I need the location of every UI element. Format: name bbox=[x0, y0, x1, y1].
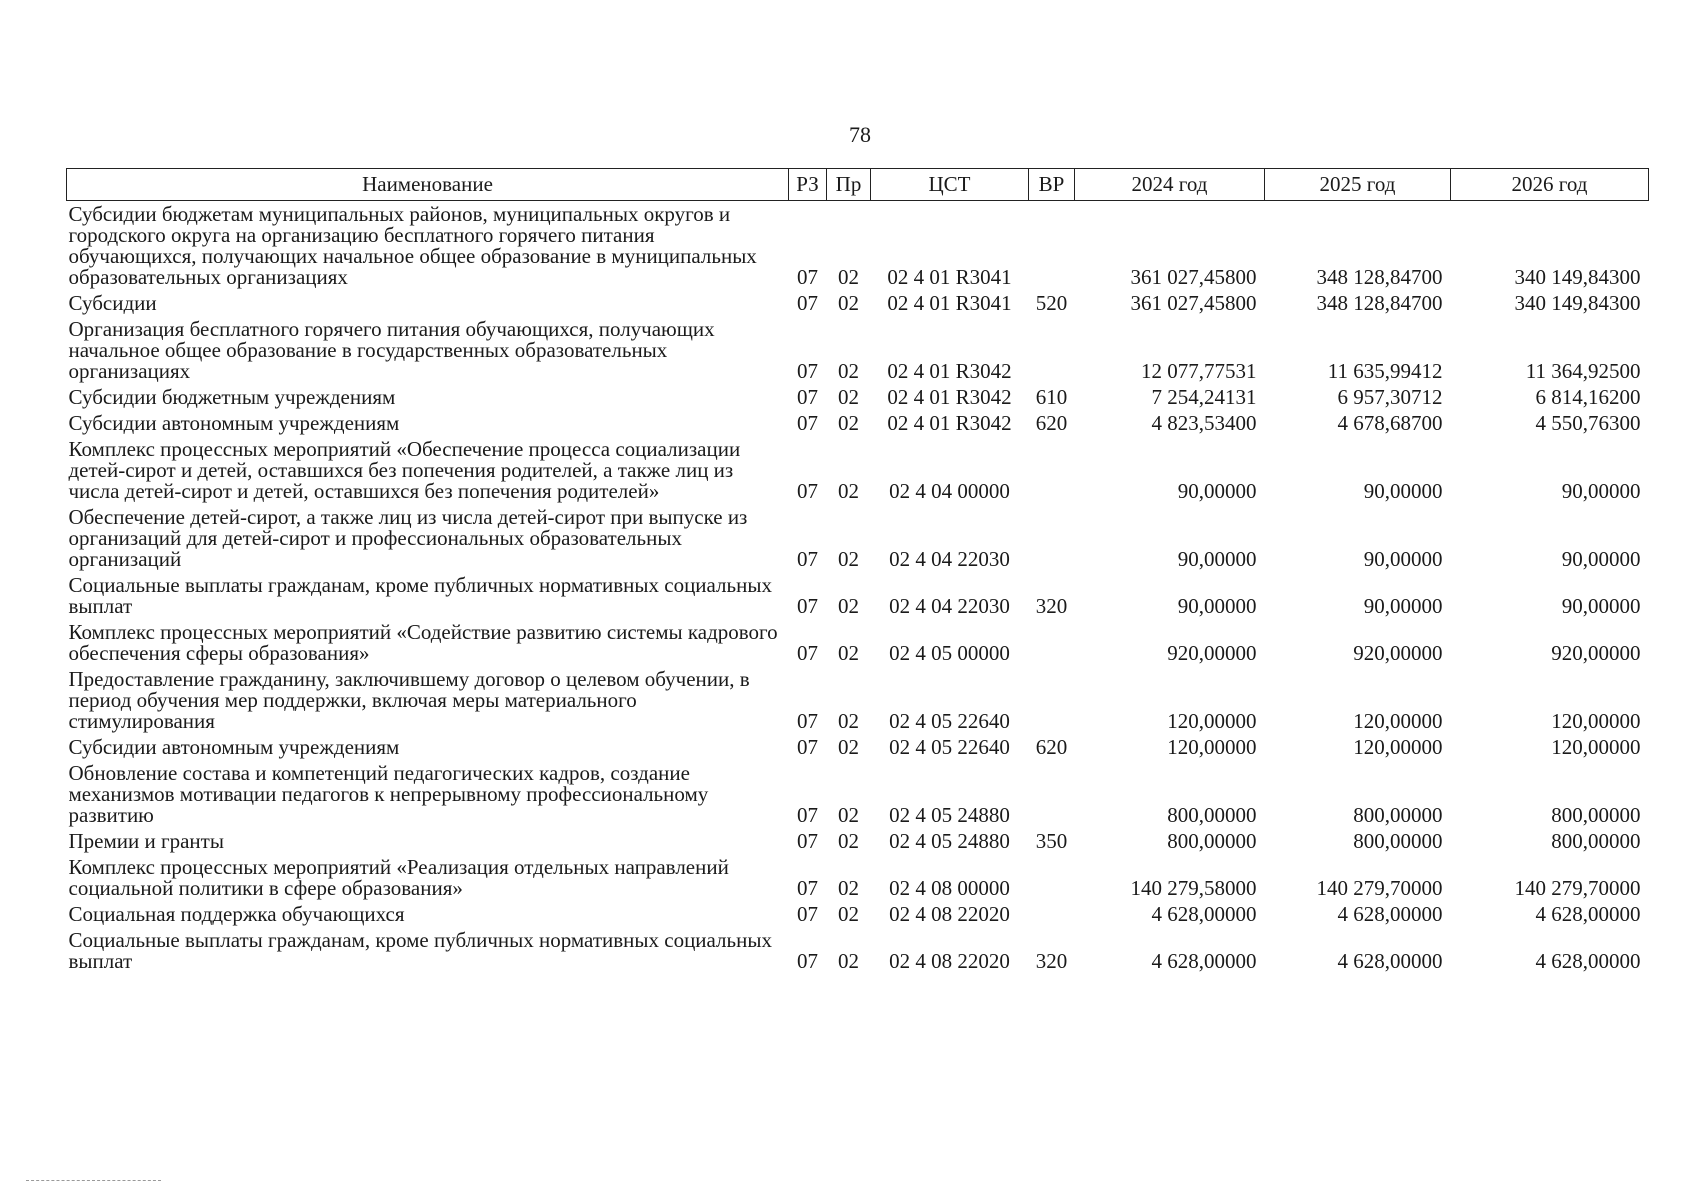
table-row bbox=[67, 384, 1649, 410]
cell-cst: 02 4 01 R3042 bbox=[887, 385, 1012, 409]
table-row bbox=[67, 504, 1649, 572]
cell-vr: 320 bbox=[1035, 949, 1068, 973]
cell-pr: 02 bbox=[838, 735, 859, 759]
cell-2026: 800,00000 bbox=[1551, 803, 1641, 827]
cell-2026: 340 149,84300 bbox=[1514, 291, 1641, 315]
cell-name: Субсидии бюджетам муниципальных районов, муниципальных округов и городского округа на организацию бесплатного горячего питания обучающихся, получающих начальное общее образование в муниципальных образовательных организациях bbox=[68, 202, 757, 289]
cell-pr: 02 bbox=[838, 949, 859, 973]
cell-name: Организация бесплатного горячего питания обучающихся, получающих начальное общее образование в государственных образовательных организациях bbox=[68, 317, 715, 383]
table-body bbox=[67, 201, 1649, 975]
cell-rz: 07 bbox=[797, 265, 818, 289]
cell-rz: 07 bbox=[797, 411, 818, 435]
cell-cst: 02 4 01 R3041 bbox=[887, 265, 1012, 289]
cell-cst: 02 4 04 22030 bbox=[889, 594, 1010, 618]
budget-table bbox=[66, 168, 1649, 974]
header-vr: ВР bbox=[1029, 169, 1075, 201]
cell-pr: 02 bbox=[838, 359, 859, 383]
cell-vr: 610 bbox=[1035, 385, 1068, 409]
header-2026: 2026 год bbox=[1451, 169, 1649, 201]
cell-2024: 920,00000 bbox=[1167, 641, 1257, 665]
cell-name: Субсидии автономным учреждениям bbox=[68, 735, 400, 759]
cell-pr: 02 bbox=[838, 803, 859, 827]
cell-2024: 4 823,53400 bbox=[1151, 411, 1257, 435]
cell-cst: 02 4 01 R3042 bbox=[887, 359, 1012, 383]
cell-2026: 800,00000 bbox=[1551, 829, 1641, 853]
cell-pr: 02 bbox=[838, 291, 859, 315]
cell-2025: 90,00000 bbox=[1363, 479, 1443, 503]
cell-cst: 02 4 08 00000 bbox=[889, 876, 1010, 900]
cell-pr: 02 bbox=[838, 876, 859, 900]
cell-name: Субсидии bbox=[68, 291, 157, 315]
table-row bbox=[67, 436, 1649, 504]
cell-2025: 4 628,00000 bbox=[1337, 902, 1443, 926]
cell-pr: 02 bbox=[838, 479, 859, 503]
cell-cst: 02 4 04 00000 bbox=[889, 479, 1010, 503]
table-row bbox=[67, 854, 1649, 901]
cell-2024: 120,00000 bbox=[1167, 735, 1257, 759]
header-2024: 2024 год bbox=[1075, 169, 1265, 201]
cell-vr bbox=[1029, 901, 1075, 927]
cell-2026: 11 364,92500 bbox=[1525, 359, 1641, 383]
cell-2024: 90,00000 bbox=[1177, 479, 1257, 503]
cell-name: Комплекс процессных мероприятий «Содействие развитию системы кадрового обеспечения сферы образования» bbox=[68, 620, 778, 665]
cell-cst: 02 4 05 00000 bbox=[889, 641, 1010, 665]
cell-rz: 07 bbox=[797, 735, 818, 759]
cell-2025: 120,00000 bbox=[1353, 709, 1443, 733]
cell-vr bbox=[1029, 854, 1075, 901]
cell-pr: 02 bbox=[838, 594, 859, 618]
header-row bbox=[67, 169, 1649, 201]
cell-pr: 02 bbox=[838, 902, 859, 926]
cell-2025: 920,00000 bbox=[1353, 641, 1443, 665]
cell-name: Комплекс процессных мероприятий «Обеспечение процесса социализации детей-сирот и детей, оставшихся без попечения родителей, а также лиц из числа детей-сирот и детей, оставшихся без попечения родителей» bbox=[68, 437, 741, 503]
cell-2025: 4 678,68700 bbox=[1337, 411, 1443, 435]
cell-vr bbox=[1029, 504, 1075, 572]
cell-2025: 4 628,00000 bbox=[1337, 949, 1443, 973]
cell-name: Субсидии автономным учреждениям bbox=[68, 411, 400, 435]
cell-2024: 800,00000 bbox=[1167, 803, 1257, 827]
cell-2026: 6 814,16200 bbox=[1535, 385, 1641, 409]
table-row bbox=[67, 760, 1649, 828]
cell-pr: 02 bbox=[838, 265, 859, 289]
cell-2024: 7 254,24131 bbox=[1151, 385, 1257, 409]
cell-2026: 4 628,00000 bbox=[1535, 949, 1641, 973]
cell-vr: 350 bbox=[1035, 829, 1068, 853]
cell-rz: 07 bbox=[797, 876, 818, 900]
cell-cst: 02 4 05 24880 bbox=[889, 803, 1010, 827]
table-row bbox=[67, 666, 1649, 734]
cell-vr: 320 bbox=[1035, 594, 1068, 618]
cell-name: Обеспечение детей-сирот, а также лиц из числа детей-сирот при выпуске из организаций для детей-сирот и профессиональных образовательных организаций bbox=[68, 505, 748, 571]
cell-2025: 11 635,99412 bbox=[1327, 359, 1443, 383]
cell-pr: 02 bbox=[838, 411, 859, 435]
cell-2024: 120,00000 bbox=[1167, 709, 1257, 733]
cell-2024: 90,00000 bbox=[1177, 594, 1257, 618]
cell-name: Премии и гранты bbox=[68, 829, 224, 853]
cell-rz: 07 bbox=[797, 385, 818, 409]
cell-2026: 920,00000 bbox=[1551, 641, 1641, 665]
cell-2025: 348 128,84700 bbox=[1316, 291, 1443, 315]
cell-rz: 07 bbox=[797, 291, 818, 315]
cell-cst: 02 4 05 22640 bbox=[889, 735, 1010, 759]
cell-2026: 90,00000 bbox=[1561, 479, 1641, 503]
cell-rz: 07 bbox=[797, 479, 818, 503]
cell-cst: 02 4 01 R3041 bbox=[887, 291, 1012, 315]
cell-name: Комплекс процессных мероприятий «Реализация отдельных направлений социальной политики в сфере образования» bbox=[68, 855, 729, 900]
cell-vr bbox=[1029, 316, 1075, 384]
cell-rz: 07 bbox=[797, 902, 818, 926]
cell-2025: 120,00000 bbox=[1353, 735, 1443, 759]
header-2025: 2025 год bbox=[1265, 169, 1451, 201]
cell-vr bbox=[1029, 436, 1075, 504]
cell-rz: 07 bbox=[797, 949, 818, 973]
table-row bbox=[67, 316, 1649, 384]
table-row bbox=[67, 572, 1649, 619]
cell-2026: 4 628,00000 bbox=[1535, 902, 1641, 926]
table-row bbox=[67, 828, 1649, 854]
cell-rz: 07 bbox=[797, 547, 818, 571]
table-row bbox=[67, 410, 1649, 436]
cell-2026: 4 550,76300 bbox=[1535, 411, 1641, 435]
cell-vr bbox=[1029, 619, 1075, 666]
cell-vr bbox=[1029, 201, 1075, 291]
cell-rz: 07 bbox=[797, 641, 818, 665]
cell-pr: 02 bbox=[838, 641, 859, 665]
cell-name: Социальные выплаты гражданам, кроме публичных нормативных социальных выплат bbox=[68, 573, 772, 618]
cell-2024: 4 628,00000 bbox=[1151, 949, 1257, 973]
cell-name: Социальные выплаты гражданам, кроме публичных нормативных социальных выплат bbox=[68, 928, 772, 973]
cell-cst: 02 4 01 R3042 bbox=[887, 411, 1012, 435]
cell-2024: 800,00000 bbox=[1167, 829, 1257, 853]
cell-vr: 620 bbox=[1035, 735, 1068, 759]
table-row bbox=[67, 619, 1649, 666]
cell-cst: 02 4 08 22020 bbox=[889, 902, 1010, 926]
cell-rz: 07 bbox=[797, 829, 818, 853]
cell-2024: 361 027,45800 bbox=[1130, 265, 1257, 289]
cell-2026: 340 149,84300 bbox=[1514, 265, 1641, 289]
cell-vr bbox=[1029, 666, 1075, 734]
cell-2024: 90,00000 bbox=[1177, 547, 1257, 571]
cell-rz: 07 bbox=[797, 594, 818, 618]
cell-2024: 140 279,58000 bbox=[1130, 876, 1257, 900]
header-pr: Пр bbox=[827, 169, 871, 201]
cell-2025: 348 128,84700 bbox=[1316, 265, 1443, 289]
cell-name: Предоставление гражданину, заключившему договор о целевом обучении, в период обучения мер поддержки, включая меры материального стимулирования bbox=[68, 667, 750, 733]
cell-pr: 02 bbox=[838, 709, 859, 733]
cell-2025: 90,00000 bbox=[1363, 547, 1443, 571]
cell-2025: 800,00000 bbox=[1353, 829, 1443, 853]
cell-2026: 140 279,70000 bbox=[1514, 876, 1641, 900]
table-header bbox=[67, 169, 1649, 201]
budget-table-container bbox=[66, 168, 1648, 974]
cell-2026: 90,00000 bbox=[1561, 547, 1641, 571]
cell-cst: 02 4 08 22020 bbox=[889, 949, 1010, 973]
cell-2024: 4 628,00000 bbox=[1151, 902, 1257, 926]
table-row bbox=[67, 201, 1649, 291]
cell-rz: 07 bbox=[797, 359, 818, 383]
header-name: Наименование bbox=[67, 169, 789, 201]
cell-cst: 02 4 04 22030 bbox=[889, 547, 1010, 571]
footer-rule bbox=[26, 1180, 161, 1181]
cell-vr: 520 bbox=[1035, 291, 1068, 315]
cell-vr: 620 bbox=[1035, 411, 1068, 435]
cell-pr: 02 bbox=[838, 385, 859, 409]
cell-2026: 120,00000 bbox=[1551, 709, 1641, 733]
table-row bbox=[67, 927, 1649, 974]
header-rz: РЗ bbox=[789, 169, 827, 201]
cell-name: Субсидии бюджетным учреждениям bbox=[68, 385, 396, 409]
cell-2026: 120,00000 bbox=[1551, 735, 1641, 759]
page-number: 78 bbox=[849, 122, 871, 147]
cell-rz: 07 bbox=[797, 803, 818, 827]
cell-2026: 90,00000 bbox=[1561, 594, 1641, 618]
table-row bbox=[67, 290, 1649, 316]
cell-2025: 90,00000 bbox=[1363, 594, 1443, 618]
cell-name: Обновление состава и компетенций педагогических кадров, создание механизмов мотивации педагогов к непрерывному профессиональному развитию bbox=[68, 761, 709, 827]
cell-name: Социальная поддержка обучающихся bbox=[68, 902, 405, 926]
cell-2024: 361 027,45800 bbox=[1130, 291, 1257, 315]
cell-vr bbox=[1029, 760, 1075, 828]
cell-cst: 02 4 05 22640 bbox=[889, 709, 1010, 733]
cell-pr: 02 bbox=[838, 829, 859, 853]
cell-rz: 07 bbox=[797, 709, 818, 733]
header-cst: ЦСТ bbox=[871, 169, 1029, 201]
cell-2025: 140 279,70000 bbox=[1316, 876, 1443, 900]
cell-cst: 02 4 05 24880 bbox=[889, 829, 1010, 853]
cell-2025: 800,00000 bbox=[1353, 803, 1443, 827]
cell-pr: 02 bbox=[838, 547, 859, 571]
cell-2025: 6 957,30712 bbox=[1337, 385, 1443, 409]
cell-2024: 12 077,77531 bbox=[1141, 359, 1257, 383]
table-row bbox=[67, 901, 1649, 927]
table-row bbox=[67, 734, 1649, 760]
